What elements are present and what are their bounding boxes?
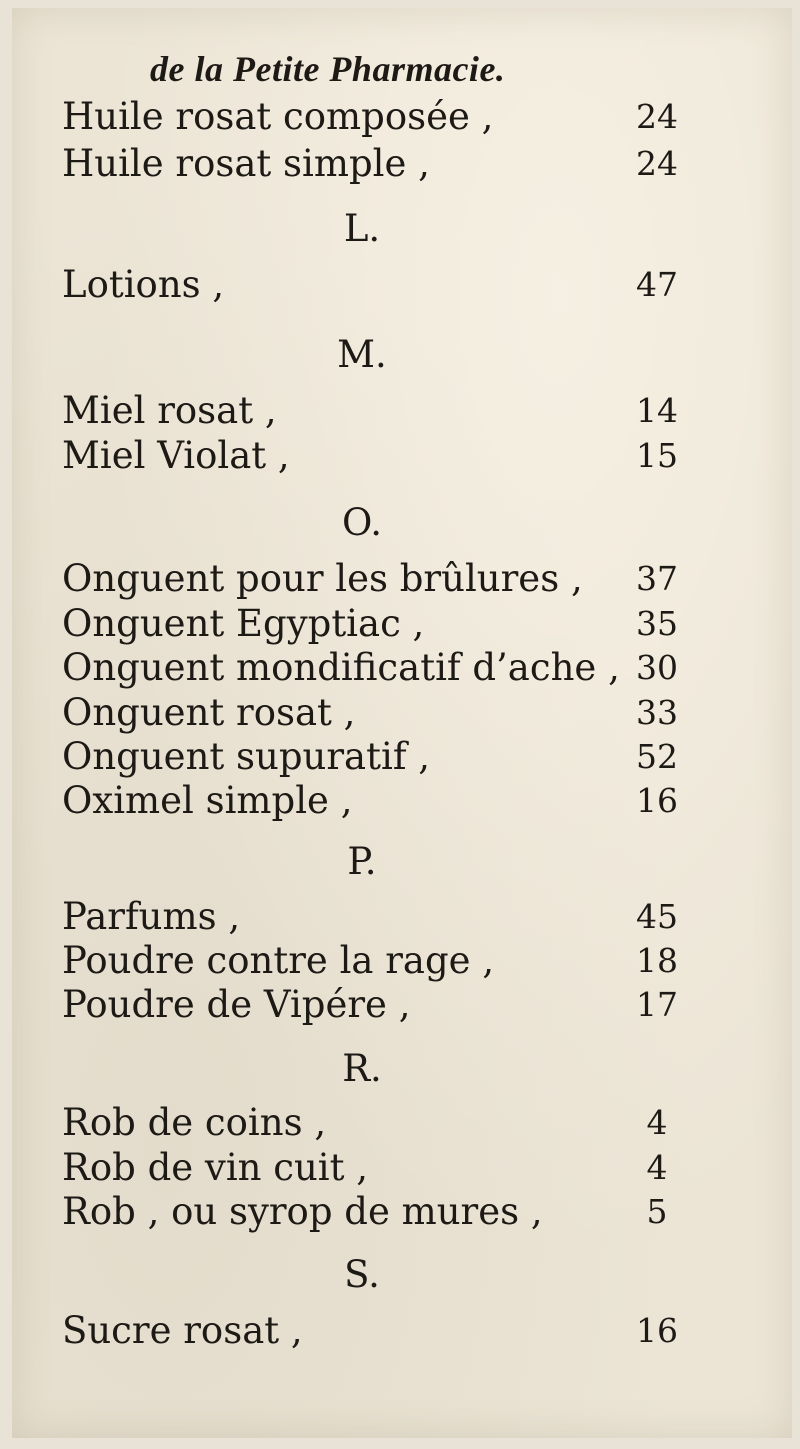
entry-page: 37 xyxy=(636,559,678,598)
section-letter: P. xyxy=(347,840,377,883)
entry-name: Huile rosat simple , xyxy=(62,142,430,185)
entry-name: Onguent Egyptiac , xyxy=(62,602,425,645)
entry-page: 30 xyxy=(636,648,678,687)
entry-name: Rob de coins , xyxy=(62,1101,327,1144)
entry-name: Onguent rosat , xyxy=(62,691,356,734)
entry-name: Huile rosat composée , xyxy=(62,95,494,138)
index-entry xyxy=(62,1145,672,1191)
running-head: de la Petite Pharmacie. xyxy=(150,49,506,89)
index-entry xyxy=(62,94,678,140)
entry-page: 24 xyxy=(636,144,678,183)
index-entry xyxy=(62,601,678,647)
entry-page: 33 xyxy=(636,693,678,732)
entry-name: Miel Violat , xyxy=(62,434,290,477)
index-entry xyxy=(62,141,678,187)
entry-name: Poudre de Vipére , xyxy=(62,983,411,1026)
index-entry xyxy=(62,690,678,736)
index-entry xyxy=(62,556,678,602)
entry-page: 18 xyxy=(636,941,678,980)
entry-name: Onguent pour les brûlures , xyxy=(62,557,583,600)
section-letter: R. xyxy=(342,1047,382,1090)
index-entry xyxy=(62,938,678,984)
index-entry xyxy=(62,1308,678,1354)
section-letter: L. xyxy=(343,207,381,250)
entry-page: 16 xyxy=(636,781,678,820)
section-letter: O. xyxy=(342,501,382,544)
entry-name: Oximel simple , xyxy=(62,779,353,822)
entry-name: Onguent mondificatif d’ache , xyxy=(62,646,620,689)
entry-page: 16 xyxy=(636,1311,678,1350)
entry-page: 35 xyxy=(636,604,678,643)
entry-page: 14 xyxy=(636,391,678,430)
entry-page: 52 xyxy=(636,737,678,776)
entry-name: Rob de vin cuit , xyxy=(62,1146,369,1189)
entry-page: 17 xyxy=(636,985,678,1024)
index-entry xyxy=(62,982,678,1028)
book-page xyxy=(12,8,792,1438)
entry-name: Miel rosat , xyxy=(62,389,277,432)
entry-name: Poudre contre la rage , xyxy=(62,939,495,982)
index-entry xyxy=(62,262,678,308)
entry-name: Parfums , xyxy=(62,895,241,938)
index-entry xyxy=(62,778,678,824)
entry-name: Lotions , xyxy=(62,263,225,306)
entry-page: 5 xyxy=(646,1192,668,1231)
entry-page: 24 xyxy=(636,97,678,136)
index-entry xyxy=(62,1189,672,1235)
entry-name: Rob , ou syrop de mures , xyxy=(62,1190,543,1233)
section-letter: S. xyxy=(344,1253,380,1296)
section-letter: M. xyxy=(337,333,387,376)
entry-name: Sucre rosat , xyxy=(62,1309,303,1352)
entry-page: 47 xyxy=(636,265,678,304)
index-entry xyxy=(62,645,678,691)
entry-page: 15 xyxy=(636,436,678,475)
entry-page: 45 xyxy=(636,897,678,936)
index-entry xyxy=(62,1100,672,1146)
index-entry xyxy=(62,734,678,780)
entry-name: Onguent supuratif , xyxy=(62,735,431,778)
index-entry xyxy=(62,388,678,434)
entry-page: 4 xyxy=(646,1103,668,1142)
entry-page: 4 xyxy=(646,1148,668,1187)
index-entry xyxy=(62,894,678,940)
index-entry xyxy=(62,433,678,479)
